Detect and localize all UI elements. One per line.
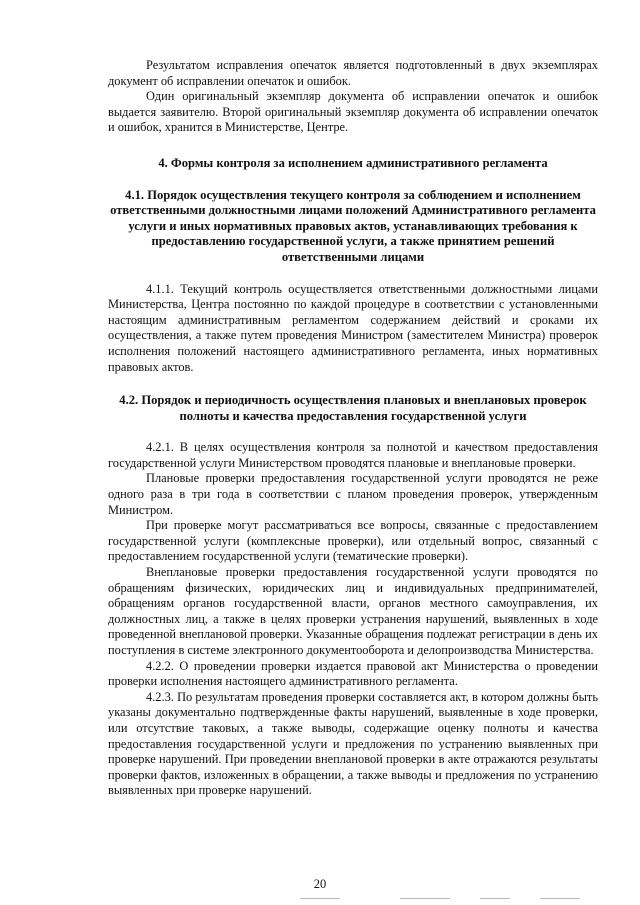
scan-artifact bbox=[400, 898, 450, 899]
paragraph-4-2-3: 4.2.3. По результатам проведения проверки составляется акт, в котором должны быть указаны документально подтвержденные факты нарушений, выявленные в ходе проверки, или отсутствие таковых, а также выводы, содержащие оценку полноты и качества предоставления государственной услуги и предложения по устранению выявленных при проверке нарушений. При проведении внеплановой проверки в акте отражаются результаты проверки фактов, изложенных в обращении, а также выводы и предложения по устранению выявленных при проверке нарушений. bbox=[108, 689, 598, 798]
paragraph-4-1-1: 4.1.1. Текущий контроль осуществляется ответственными должностными лицами Министерства, Центра постоянно по каждой процедуре в соответствии с установленными настоящим административным регламентом содержанием действий и сроками их осуществления, а также путем проведения Министром (заместителем Министра) проверок исполнения положений настоящего административного регламента, иных нормативных правовых актов. bbox=[108, 281, 598, 374]
paragraph-original-copy: Один оригинальный экземпляр документа об исправлении опечаток и ошибок выдается заявителю. Второй оригинальный экземпляр документа об исправлении опечаток и ошибок, хранится в Министерстве, Центре. bbox=[108, 89, 598, 135]
page-content bbox=[108, 58, 598, 799]
scan-artifact bbox=[480, 898, 510, 899]
paragraph-check-scope: При проверке могут рассматриваться все вопросы, связанные с предоставлением государственной услуги (комплексные проверки), или отдельный вопрос, связанный с предоставлением государственной услуги (тематические проверки). bbox=[108, 518, 598, 564]
page-number: 20 bbox=[313, 877, 327, 891]
paragraph-planned-checks: Плановые проверки предоставления государственной услуги проводятся не реже одного раза в три года в соответствии с планом проведения проверок, утвержденным Министром. bbox=[108, 471, 598, 517]
section-4-heading: 4. Формы контроля за исполнением административного регламента bbox=[158, 155, 548, 170]
scan-artifact bbox=[540, 898, 580, 899]
paragraph-4-2-2: 4.2.2. О проведении проверки издается правовой акт Министерства о проведении проверки исполнения настоящего административного регламента. bbox=[108, 658, 598, 689]
paragraph-unplanned-checks: Внеплановые проверки предоставления государственной услуги проводятся по обращениям физических, юридических лиц и индивидуальных предпринимателей, обращениям органов государственной власти, органов местного самоуправления, их должностных лиц, а также в целях проверки устранения нарушений, выявленных в ходе проведенной внеплановой проверки. Указанные обращения подлежат регистрации в день их поступления в системе электронного документооборота и делопроизводства Министерства. bbox=[108, 565, 598, 657]
paragraph-correction-result: Результатом исправления опечаток является подготовленный в двух экземплярах документ об исправлении опечаток и ошибок. bbox=[108, 58, 598, 88]
scan-artifact bbox=[300, 898, 340, 899]
section-4-2-heading: 4.2. Порядок и периодичность осуществления плановых и внеплановых проверок полноты и качества предоставления государственной услуги bbox=[119, 393, 587, 423]
paragraph-4-2-1: 4.2.1. В целях осуществления контроля за полнотой и качеством предоставления государственной услуги Министерством проводятся плановые и внеплановые проверки. bbox=[108, 440, 598, 470]
section-4-1-heading: 4.1. Порядок осуществления текущего контроля за соблюдением и исполнением ответственными должностными лицами положений Административного регламента услуги и иных нормативных правовых актов, устанавливающих требования к предоставлению государственной услуги, а также принятием решений ответственными лицами bbox=[110, 187, 596, 264]
